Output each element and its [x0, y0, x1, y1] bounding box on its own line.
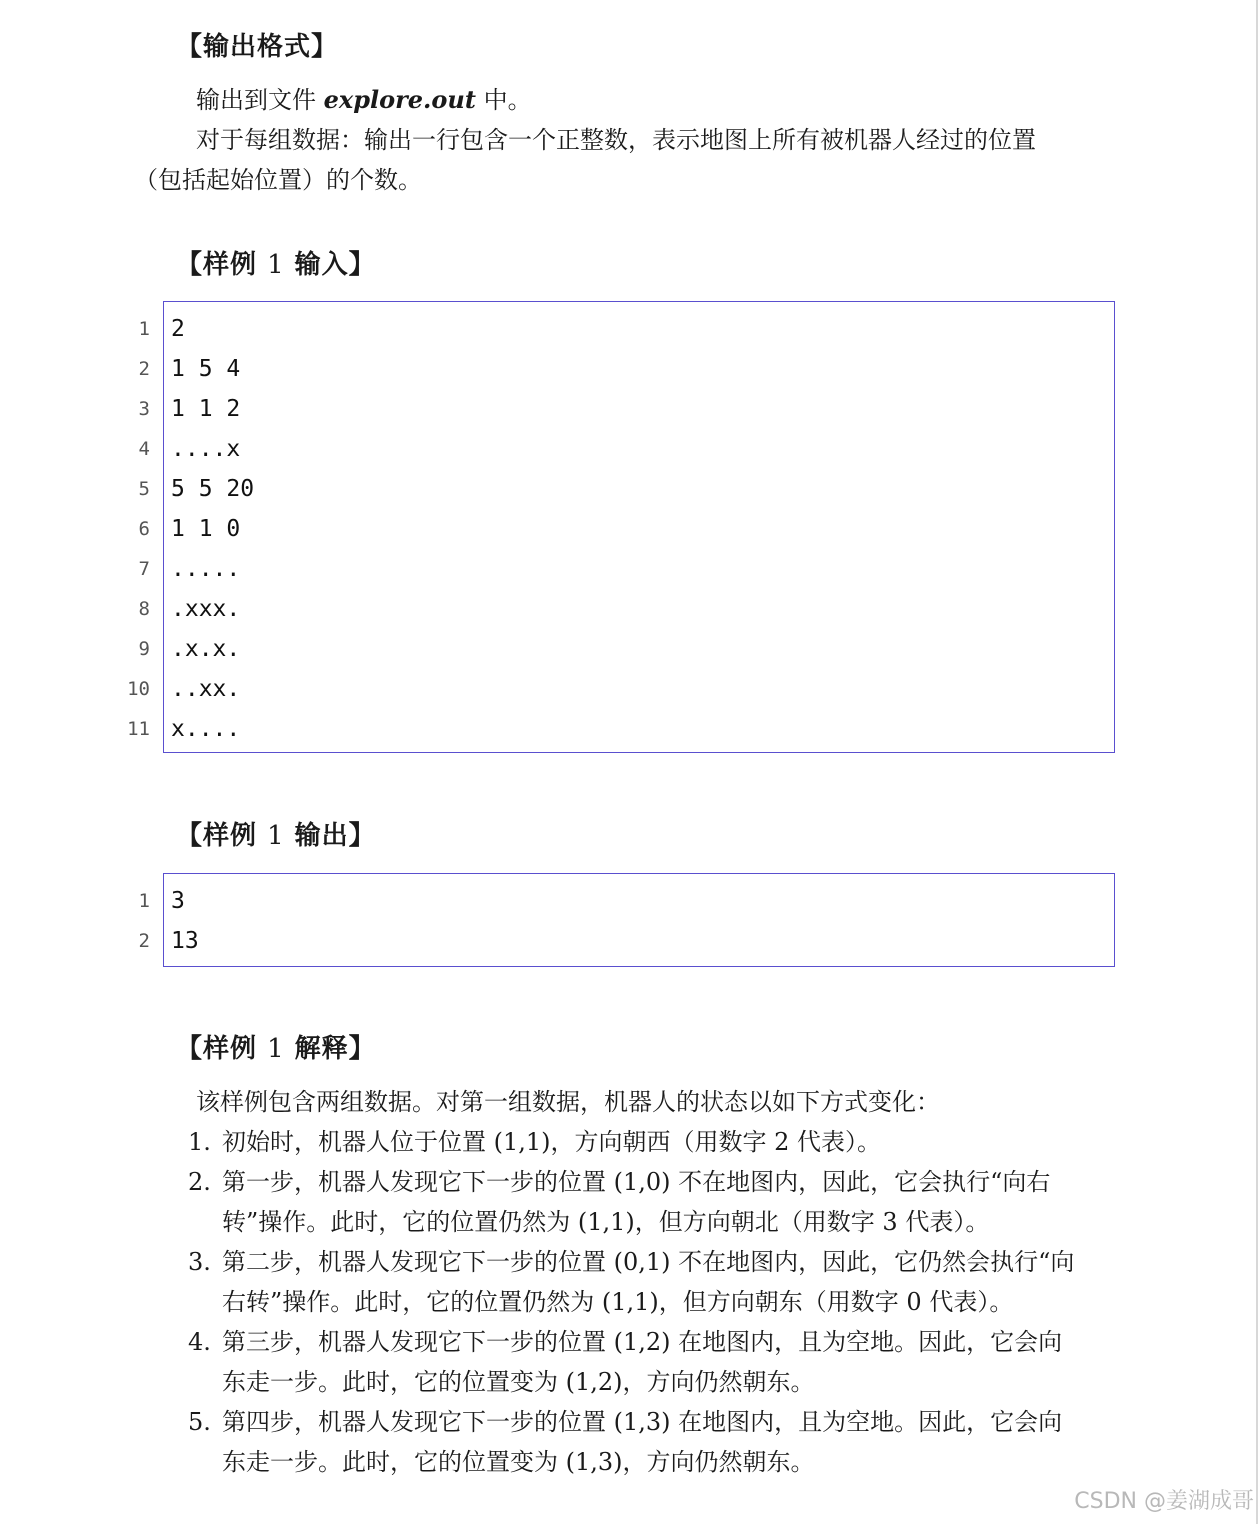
sample-input-heading-num: 1 [267, 250, 285, 280]
sample-output-heading-post: 输出】 [284, 821, 376, 851]
sample-input-code-line: x.... [171, 716, 241, 742]
explanation-item-text: 转”操作。此时，它的位置仍然为 (1,1)，但方向朝北（用数字 3 代表）。 [222, 1208, 990, 1236]
page-edge-rule [1256, 0, 1258, 1524]
sample-output-code-line: 13 [171, 928, 199, 954]
sample-output-code-box [163, 873, 1115, 967]
sample-input-line-number: 4 [138, 438, 150, 460]
explanation-item-text: 第一步，机器人发现它下一步的位置 (1,0) 不在地图内，因此，它会执行“向右 [222, 1168, 1051, 1196]
sample-input-code-line: 1 1 0 [171, 516, 241, 542]
explanation-heading-num: 1 [267, 1034, 285, 1064]
sample-input-code-line: ..xx. [171, 676, 241, 702]
explanation-item-number: 2. [188, 1168, 211, 1196]
explanation-item-text: 东走一步。此时，它的位置变为 (1,3)，方向仍然朝东。 [222, 1448, 815, 1476]
sample-output-line-number: 2 [138, 930, 150, 952]
csdn-watermark: CSDN @姜湖成哥 [1074, 1489, 1254, 1514]
sample-input-line-number: 9 [138, 638, 150, 660]
output-format-prefix: 输出到文件 [196, 86, 324, 114]
sample-input-code-line: ....x [171, 436, 241, 462]
explanation-heading-pre: 【样例 [176, 1034, 268, 1064]
sample-input-code-line: 5 5 20 [171, 476, 255, 502]
sample-input-line-number: 2 [138, 358, 150, 380]
explanation-item-number: 4. [188, 1328, 211, 1356]
sample-input-line-number: 8 [138, 598, 150, 620]
explanation-item-text: 初始时，机器人位于位置 (1,1)，方向朝西（用数字 2 代表）。 [222, 1128, 882, 1156]
sample-input-heading [176, 244, 376, 281]
output-format-line-3: （包括起始位置）的个数。 [134, 166, 422, 194]
explanation-item-text: 第三步，机器人发现它下一步的位置 (1,2) 在地图内，且为空地。因此，它会向 [222, 1328, 1063, 1356]
explanation-heading-post: 解释】 [284, 1034, 376, 1064]
sample-output-heading-pre: 【样例 [176, 821, 268, 851]
sample-input-line-number: 10 [127, 678, 150, 700]
sample-input-code-line: 1 1 2 [171, 396, 241, 422]
explanation-item-text: 第四步，机器人发现它下一步的位置 (1,3) 在地图内，且为空地。因此，它会向 [222, 1408, 1063, 1436]
sample-output-line-number: 1 [138, 890, 150, 912]
sample-input-line-number: 5 [138, 478, 150, 500]
sample-input-code-line: .x.x. [171, 636, 241, 662]
sample-input-line-number: 1 [138, 318, 150, 340]
sample-input-code-box [163, 301, 1115, 753]
explanation-intro: 该样例包含两组数据。对第一组数据，机器人的状态以如下方式变化： [196, 1088, 940, 1116]
explanation-heading [176, 1028, 376, 1065]
sample-output-code-line: 3 [171, 888, 185, 914]
explanation-item-number: 1. [188, 1128, 211, 1156]
sample-output-heading-num: 1 [267, 821, 285, 851]
sample-input-heading-pre: 【样例 [176, 250, 268, 280]
output-format-line-1 [196, 80, 532, 120]
sample-input-heading-post: 输入】 [284, 250, 376, 280]
explanation-item-number: 3. [188, 1248, 211, 1276]
sample-input-line-number: 7 [138, 558, 150, 580]
explanation-item-number: 5. [188, 1408, 211, 1436]
sample-input-code-line: 2 [171, 316, 185, 342]
explanation-item-text: 东走一步。此时，它的位置变为 (1,2)，方向仍然朝东。 [222, 1368, 815, 1396]
sample-input-line-number: 6 [138, 518, 150, 540]
explanation-item-text: 第二步，机器人发现它下一步的位置 (0,1) 不在地图内，因此，它仍然会执行“向 [222, 1248, 1075, 1276]
output-format-suffix: 中。 [475, 86, 532, 114]
explanation-item-text: 右转”操作。此时，它的位置仍然为 (1,1)，但方向朝东（用数字 0 代表）。 [222, 1288, 1014, 1316]
sample-output-heading [176, 815, 376, 852]
sample-input-line-number: 3 [138, 398, 150, 420]
sample-input-code-line: 1 5 4 [171, 356, 241, 382]
output-format-heading: 【输出格式】 [176, 32, 339, 62]
sample-input-code-line: ..... [171, 556, 241, 582]
sample-input-line-number: 11 [127, 718, 150, 740]
output-file-name: explore.out [323, 85, 476, 114]
sample-input-code-line: .xxx. [171, 596, 241, 622]
output-format-line-2: 对于每组数据：输出一行包含一个正整数，表示地图上所有被机器人经过的位置 [196, 126, 1036, 154]
